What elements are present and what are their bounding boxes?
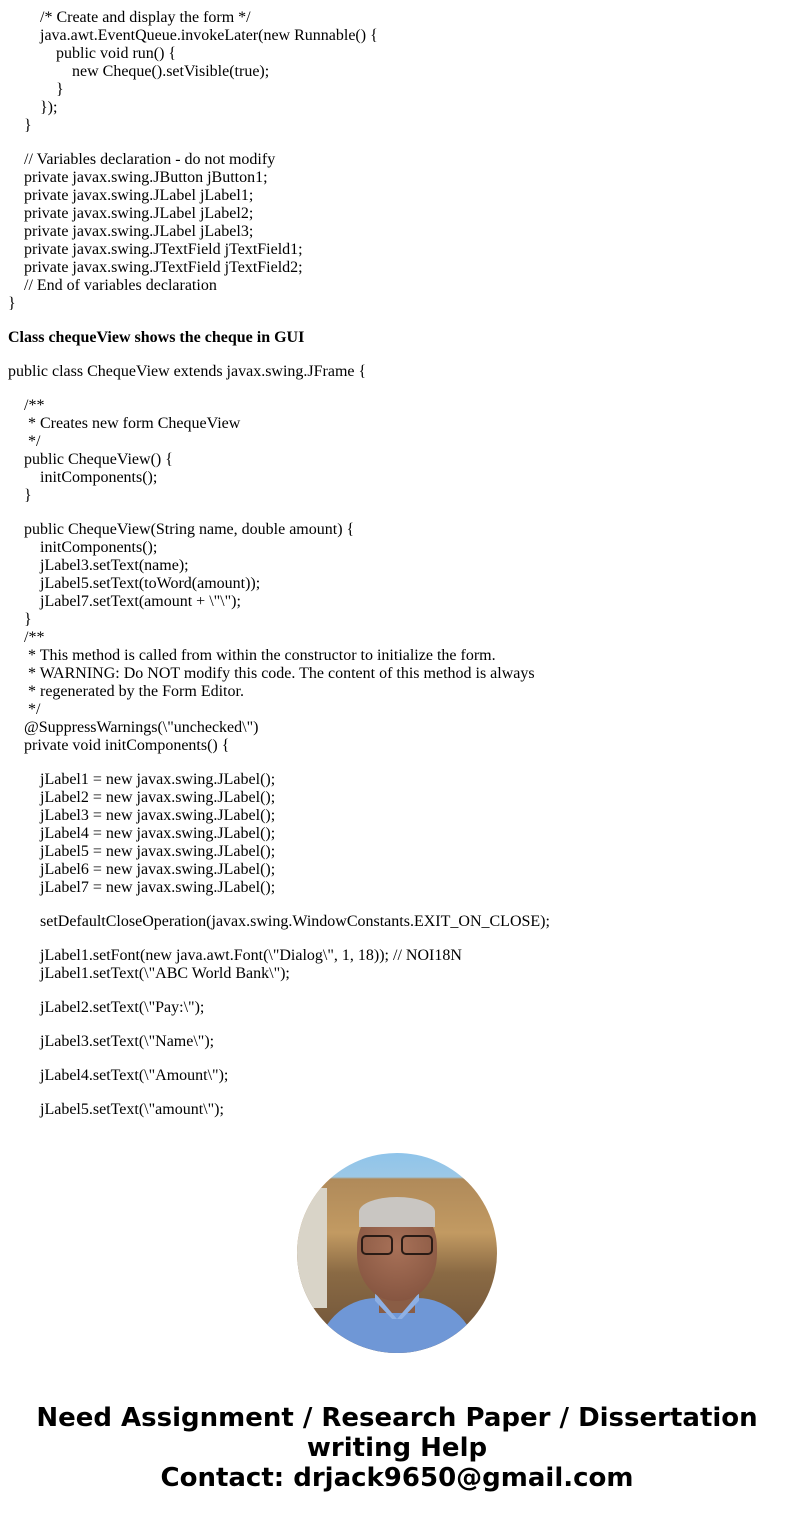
code-line: /** — [8, 397, 45, 414]
code-paragraph — [8, 151, 786, 313]
code-line: */ — [8, 433, 41, 450]
code-line: jLabel5.setText(toWord(amount)); — [8, 575, 261, 592]
code-paragraph — [8, 1067, 786, 1085]
code-paragraph — [8, 771, 786, 897]
code-paragraph — [8, 947, 786, 983]
footer-line-2: writing Help — [306, 1433, 488, 1463]
code-line: } — [8, 295, 16, 312]
code-paragraph — [8, 521, 786, 755]
footer-line-3: Contact: drjack9650@gmail.com — [160, 1463, 634, 1493]
code-paragraph — [8, 999, 786, 1017]
code-paragraph — [8, 913, 786, 931]
code-line: jLabel7.setText(amount + \"\"); — [8, 593, 241, 610]
code-line: jLabel5 = new javax.swing.JLabel(); — [8, 843, 276, 860]
code-line: public class ChequeView extends javax.swing.JFrame { — [8, 363, 367, 380]
code-line: jLabel2 = new javax.swing.JLabel(); — [8, 789, 276, 806]
code-line: jLabel7 = new javax.swing.JLabel(); — [8, 879, 276, 896]
code-line: public void run() { — [8, 45, 177, 62]
code-line: }); — [8, 99, 58, 116]
code-line: private javax.swing.JLabel jLabel1; — [8, 187, 254, 204]
code-line: private javax.swing.JTextField jTextField1; — [8, 241, 303, 258]
code-line: setDefaultCloseOperation(javax.swing.WindowConstants.EXIT_ON_CLOSE); — [8, 913, 550, 930]
code-line: public ChequeView(String name, double amount) { — [8, 521, 355, 538]
code-line: // Variables declaration - do not modify — [8, 151, 276, 168]
code-line: * regenerated by the Form Editor. — [8, 683, 244, 700]
code-line: jLabel4 = new javax.swing.JLabel(); — [8, 825, 276, 842]
glasses-icon — [361, 1235, 433, 1253]
code-line: jLabel1.setFont(new java.awt.Font(\"Dialog\", 1, 18)); // NOI18N — [8, 947, 462, 964]
code-line: jLabel4.setText(\"Amount\"); — [8, 1067, 229, 1084]
code-line: @SuppressWarnings(\"unchecked\") — [8, 719, 259, 736]
code-line: } — [8, 487, 32, 504]
code-line: * This method is called from within the constructor to initialize the form. — [8, 647, 496, 664]
code-line: jLabel1 = new javax.swing.JLabel(); — [8, 771, 276, 788]
code-line: java.awt.EventQueue.invokeLater(new Runnable() { — [8, 27, 378, 44]
code-line: private javax.swing.JLabel jLabel2; — [8, 205, 254, 222]
code-line: initComponents(); — [8, 469, 158, 486]
code-line: jLabel3.setText(\"Name\"); — [8, 1033, 215, 1050]
code-line: } — [8, 81, 64, 98]
code-line: jLabel2.setText(\"Pay:\"); — [8, 999, 205, 1016]
code-line: * WARNING: Do NOT modify this code. The content of this method is always — [8, 665, 535, 682]
author-photo — [297, 1153, 497, 1353]
code-line: private void initComponents() { — [8, 737, 230, 754]
code-line: public ChequeView() { — [8, 451, 173, 468]
code-line: jLabel5.setText(\"amount\"); — [8, 1101, 224, 1118]
contact-banner — [0, 1403, 794, 1493]
code-line: private javax.swing.JButton jButton1; — [8, 169, 268, 186]
code-line: jLabel3 = new javax.swing.JLabel(); — [8, 807, 276, 824]
code-line: /* Create and display the form */ — [8, 9, 251, 26]
code-line: jLabel6 = new javax.swing.JLabel(); — [8, 861, 276, 878]
code-line: /** — [8, 629, 45, 646]
code-line: private javax.swing.JTextField jTextField2; — [8, 259, 303, 276]
code-line: jLabel1.setText(\"ABC World Bank\"); — [8, 965, 290, 982]
code-paragraph — [8, 1101, 786, 1119]
code-paragraph — [8, 397, 786, 505]
code-paragraph — [8, 1033, 786, 1051]
code-line: } — [8, 117, 32, 134]
code-line: // End of variables declaration — [8, 277, 217, 294]
code-line: jLabel3.setText(name); — [8, 557, 189, 574]
code-line: initComponents(); — [8, 539, 158, 556]
code-document — [8, 9, 786, 1135]
code-line: Class chequeView shows the cheque in GUI — [8, 329, 305, 346]
code-line: new Cheque().setVisible(true); — [8, 63, 270, 80]
code-line: } — [8, 611, 32, 628]
footer-line-1: Need Assignment / Research Paper / Dissertation — [36, 1403, 758, 1433]
code-line: */ — [8, 701, 41, 718]
section-heading — [8, 329, 786, 347]
code-line: private javax.swing.JLabel jLabel3; — [8, 223, 254, 240]
code-line: * Creates new form ChequeView — [8, 415, 241, 432]
code-paragraph — [8, 9, 786, 135]
code-paragraph — [8, 363, 786, 381]
